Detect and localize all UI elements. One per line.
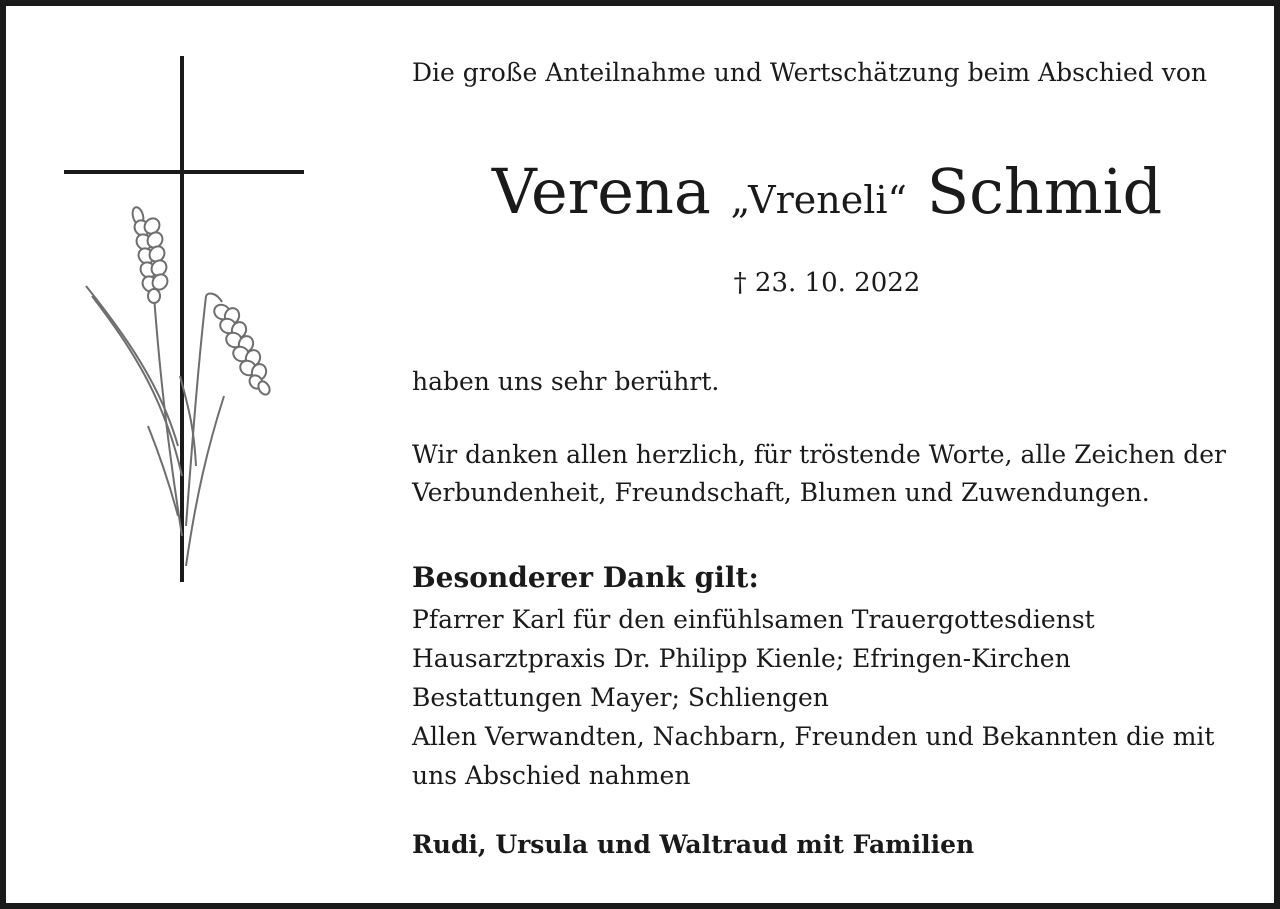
death-date: † 23. 10. 2022 bbox=[733, 268, 921, 298]
paragraph-line: haben uns sehr berührt. bbox=[412, 367, 720, 396]
first-name: Verena bbox=[491, 155, 711, 228]
paragraph-line: Verbundenheit, Freundschaft, Blumen und Zuwendungen. bbox=[412, 478, 1150, 507]
paragraph-touched bbox=[412, 363, 719, 401]
last-name: Schmid bbox=[926, 155, 1163, 228]
paragraph-thanks bbox=[412, 436, 1226, 512]
thanks-line: Hausarztpraxis Dr. Philipp Kienle; Efringen-Kirchen bbox=[412, 644, 1071, 673]
thanks-line: Pfarrer Karl für den einfühlsamen Trauergottesdienst bbox=[412, 605, 1095, 634]
thanks-line: uns Abschied nahmen bbox=[412, 761, 691, 790]
signature: Rudi, Ursula und Waltraud mit Familien bbox=[412, 830, 975, 859]
cross-with-wheat-icon bbox=[56, 46, 316, 591]
special-thanks-heading: Besonderer Dank gilt: bbox=[412, 561, 759, 594]
thanks-line: Bestattungen Mayer; Schliengen bbox=[412, 683, 829, 712]
nickname: „Vreneli“ bbox=[730, 178, 907, 222]
deceased-name bbox=[412, 155, 1242, 228]
special-thanks-list bbox=[412, 600, 1214, 795]
paragraph-line: Wir danken allen herzlich, für tröstende Worte, alle Zeichen der bbox=[412, 440, 1226, 469]
thanks-line: Allen Verwandten, Nachbarn, Freunden und Bekannten die mit bbox=[412, 722, 1215, 751]
intro-line: Die große Anteilnahme und Wertschätzung beim Abschied von bbox=[412, 58, 1208, 87]
